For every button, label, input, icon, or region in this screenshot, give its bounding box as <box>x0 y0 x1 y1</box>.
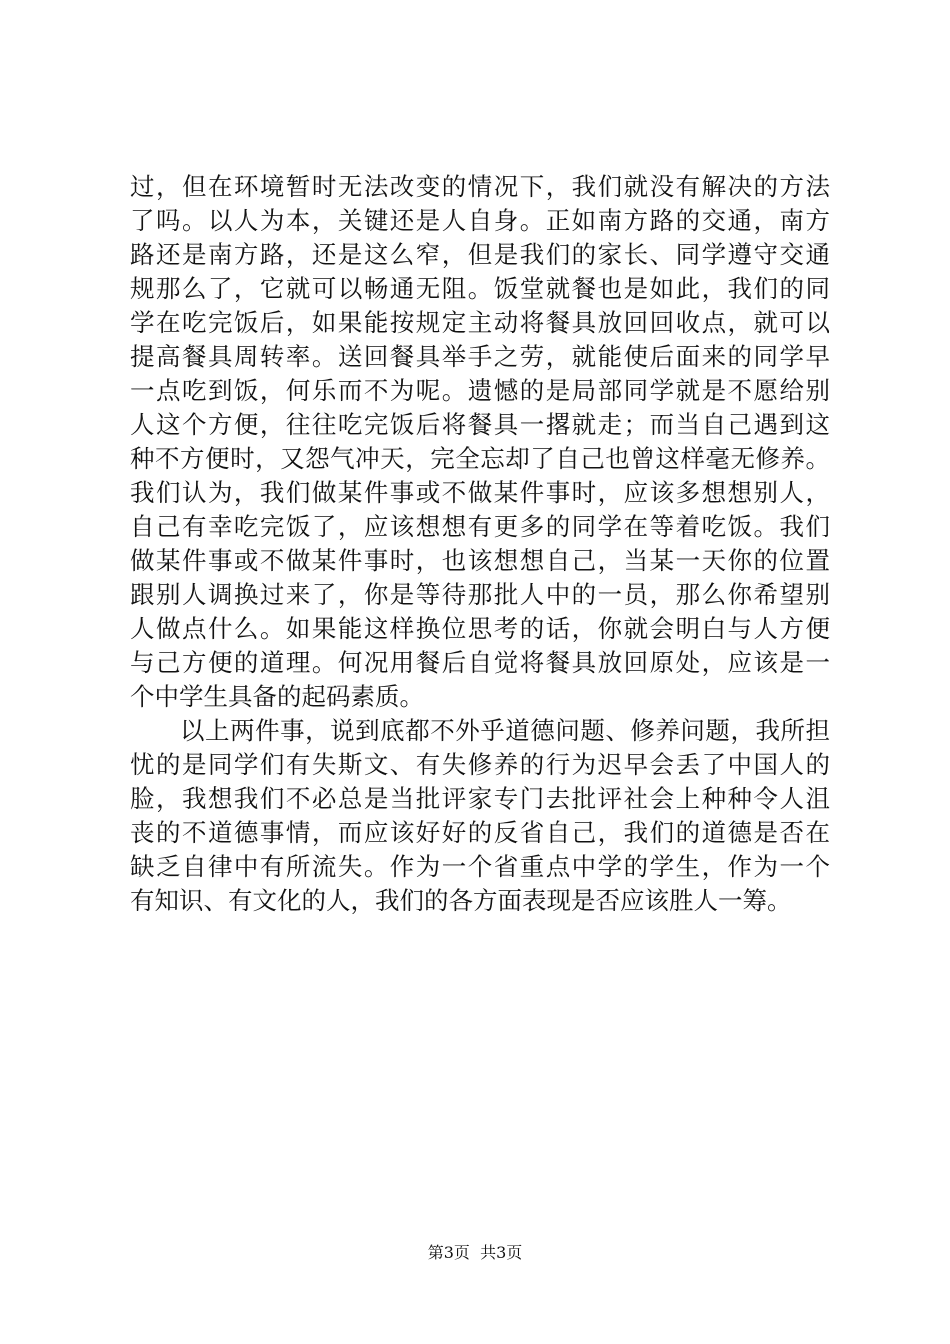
page-number-label: 第3页 共3页 <box>427 1243 523 1262</box>
text-line: 以上两件事，说到底都不外乎道德问题、修养问题，我所担 <box>130 716 830 745</box>
body-text <box>130 170 830 918</box>
text-line: 了吗。以人为本，关键还是人自身。正如南方路的交通，南方 <box>130 206 830 235</box>
text-line: 个中学生具备的起码素质。 <box>130 682 424 711</box>
text-line: 规那么了，它就可以畅通无阻。饭堂就餐也是如此，我们的同 <box>130 274 830 303</box>
text-line: 种不方便时，又怨气冲天，完全忘却了自己也曾这样毫无修养。 <box>130 444 830 473</box>
text-line: 忧的是同学们有失斯文、有失修养的行为迟早会丢了中国人的 <box>130 750 830 779</box>
text-line: 做某件事或不做某件事时，也该想想自己，当某一天你的位置 <box>130 546 830 575</box>
text-line: 过，但在环境暂时无法改变的情况下，我们就没有解决的方法 <box>130 172 830 201</box>
text-line: 与己方便的道理。何况用餐后自觉将餐具放回原处，应该是一 <box>130 648 830 677</box>
text-line: 自己有幸吃完饭了，应该想想有更多的同学在等着吃饭。我们 <box>130 512 830 541</box>
text-line: 有知识、有文化的人，我们的各方面表现是否应该胜人一筹。 <box>130 886 792 915</box>
text-line: 缺乏自律中有所流失。作为一个省重点中学的学生，作为一个 <box>130 852 830 881</box>
text-line: 学在吃完饭后，如果能按规定主动将餐具放回回收点，就可以 <box>130 308 830 337</box>
text-line: 路还是南方路，还是这么窄，但是我们的家长、同学遵守交通 <box>130 240 830 269</box>
text-line: 丧的不道德事情，而应该好好的反省自己，我们的道德是否在 <box>130 818 830 847</box>
text-line: 我们认为，我们做某件事或不做某件事时，应该多想想别人， <box>130 478 830 507</box>
text-line: 一点吃到饭，何乐而不为呢。遗憾的是局部同学就是不愿给别 <box>130 376 830 405</box>
page-footer <box>0 1243 950 1263</box>
text-line: 人做点什么。如果能这样换位思考的话，你就会明白与人方便 <box>130 614 830 643</box>
text-line: 人这个方便，往往吃完饭后将餐具一撂就走；而当自己遇到这 <box>130 410 830 439</box>
text-line: 脸，我想我们不必总是当批评家专门去批评社会上种种令人沮 <box>130 784 830 813</box>
text-line: 提高餐具周转率。送回餐具举手之劳，就能使后面来的同学早 <box>130 342 830 371</box>
text-line: 跟别人调换过来了，你是等待那批人中的一员，那么你希望别 <box>130 580 830 609</box>
